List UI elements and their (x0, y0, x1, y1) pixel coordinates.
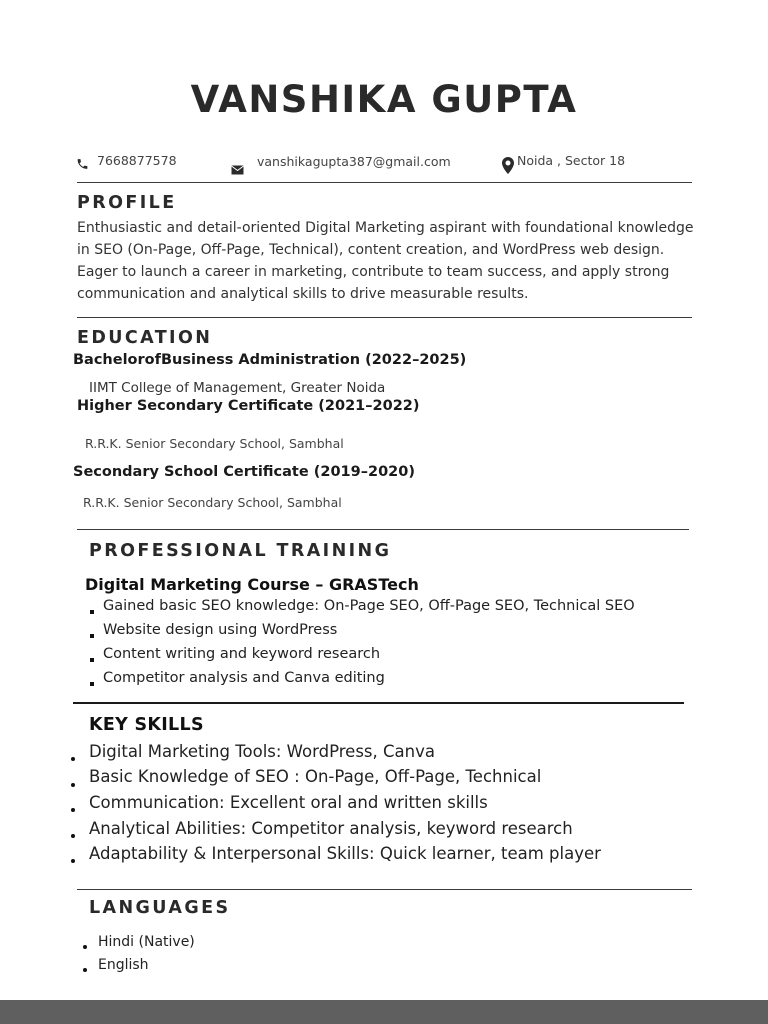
skill-item: Adaptability & Interpersonal Skills: Quick learner, team player (89, 844, 601, 863)
candidate-name: VANSHIKA GUPTA (190, 78, 578, 121)
skill-item: Basic Knowledge of SEO : On-Page, Off-Page, Technical (89, 767, 542, 786)
language-item: Hindi (Native) (98, 934, 195, 950)
location: Noida , Sector 18 (517, 153, 626, 168)
bullet (83, 945, 87, 949)
section-title-languages: LANGUAGES (89, 898, 231, 918)
email-address: vanshikagupta387@gmail.com (257, 154, 451, 169)
phone-icon (76, 156, 89, 175)
training-bullet: Gained basic SEO knowledge: On-Page SEO, Off-Page SEO, Technical SEO (103, 598, 635, 614)
training-bullet: Website design using WordPress (103, 622, 338, 638)
section-title-skills: KEY SKILLS (89, 715, 204, 735)
skill-item: Digital Marketing Tools: WordPress, Canva (89, 742, 435, 761)
skill-item: Communication: Excellent oral and written skills (89, 793, 488, 812)
mail-icon (231, 160, 244, 179)
training-bullet: Competitor analysis and Canva editing (103, 670, 385, 686)
education-school: R.R.K. Senior Secondary School, Sambhal (85, 436, 344, 451)
bullet (90, 682, 94, 686)
divider (77, 317, 692, 318)
bullet (90, 634, 94, 638)
divider (77, 889, 692, 890)
bullet (90, 610, 94, 614)
bullet (83, 968, 87, 972)
bullet (71, 808, 75, 812)
skill-item: Analytical Abilities: Competitor analysis, keyword research (89, 819, 573, 838)
language-item: English (98, 957, 149, 973)
bullet (71, 859, 75, 863)
bullet (71, 757, 75, 761)
divider (73, 702, 684, 704)
section-title-training: PROFESSIONAL TRAINING (89, 541, 392, 561)
education-school: R.R.K. Senior Secondary School, Sambhal (83, 495, 342, 510)
profile-text: Enthusiastic and detail-oriented Digital Marketing aspirant with foundational knowledge in SEO (On-Page, Off-Page, Technical), content creation, and WordPress web design. Eager to launch a career in marketing, contribute to team success, and apply strong communication and analytical skills to drive measurable results. (77, 220, 694, 302)
bullet (90, 658, 94, 662)
phone-number: 7668877578 (97, 153, 177, 168)
training-course: Digital Marketing Course – GRASTech (85, 575, 419, 594)
footer-bar (0, 1000, 768, 1024)
education-degree: Higher Secondary Certificate (2021–2022) (77, 398, 420, 414)
divider (77, 529, 689, 530)
section-title-education: EDUCATION (77, 328, 213, 348)
divider (77, 182, 692, 183)
education-school: IIMT College of Management, Greater Noida (89, 380, 386, 396)
training-bullet: Content writing and keyword research (103, 646, 381, 662)
section-title-profile: PROFILE (77, 193, 177, 213)
map-pin-icon (502, 157, 514, 178)
education-degree: BachelorofBusiness Administration (2022–2025) (73, 352, 467, 368)
bullet (71, 834, 75, 838)
bullet (71, 783, 75, 787)
education-degree: Secondary School Certificate (2019–2020) (73, 464, 415, 480)
